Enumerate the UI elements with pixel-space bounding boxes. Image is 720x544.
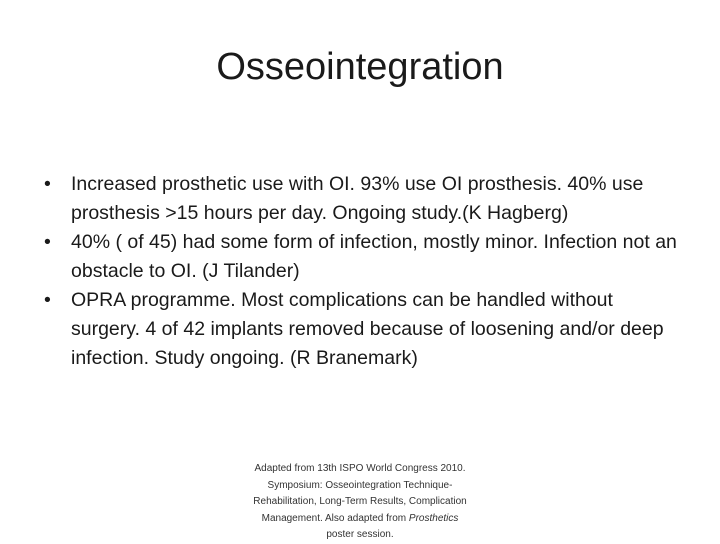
footnote-text-end: poster session.	[326, 529, 394, 540]
bullet-icon: •	[44, 173, 51, 195]
footnote-italic-text: Prosthetics	[408, 512, 459, 524]
bullet-text: OPRA programme. Most complications can be handled without surgery. 4 of 42 implants removed because of loosening and/or deep infection. Study ongoing. (R Branemark)	[71, 289, 664, 369]
bullet-list	[44, 170, 684, 373]
bullet-icon: •	[44, 289, 51, 311]
source-footnote	[250, 461, 470, 544]
bullet-item	[44, 286, 684, 373]
bullet-item	[44, 170, 684, 228]
bullet-item	[44, 228, 684, 286]
bullet-text: Increased prosthetic use with OI. 93% use OI prosthesis. 40% use prosthesis >15 hours per day. Ongoing study.(K Hagberg)	[71, 173, 644, 224]
footnote-text: Adapted from 13th ISPO World Congress 2010. Symposium: Osseointegration Technique-Rehabilitation, Long-Term Results, Complication Management. Also adapted from	[253, 463, 467, 524]
bullet-icon: •	[44, 231, 51, 253]
bullet-text: 40% ( of 45) had some form of infection, mostly minor. Infection not an obstacle to OI. (J Tilander)	[71, 231, 677, 282]
slide-title: Osseointegration	[216, 46, 504, 88]
